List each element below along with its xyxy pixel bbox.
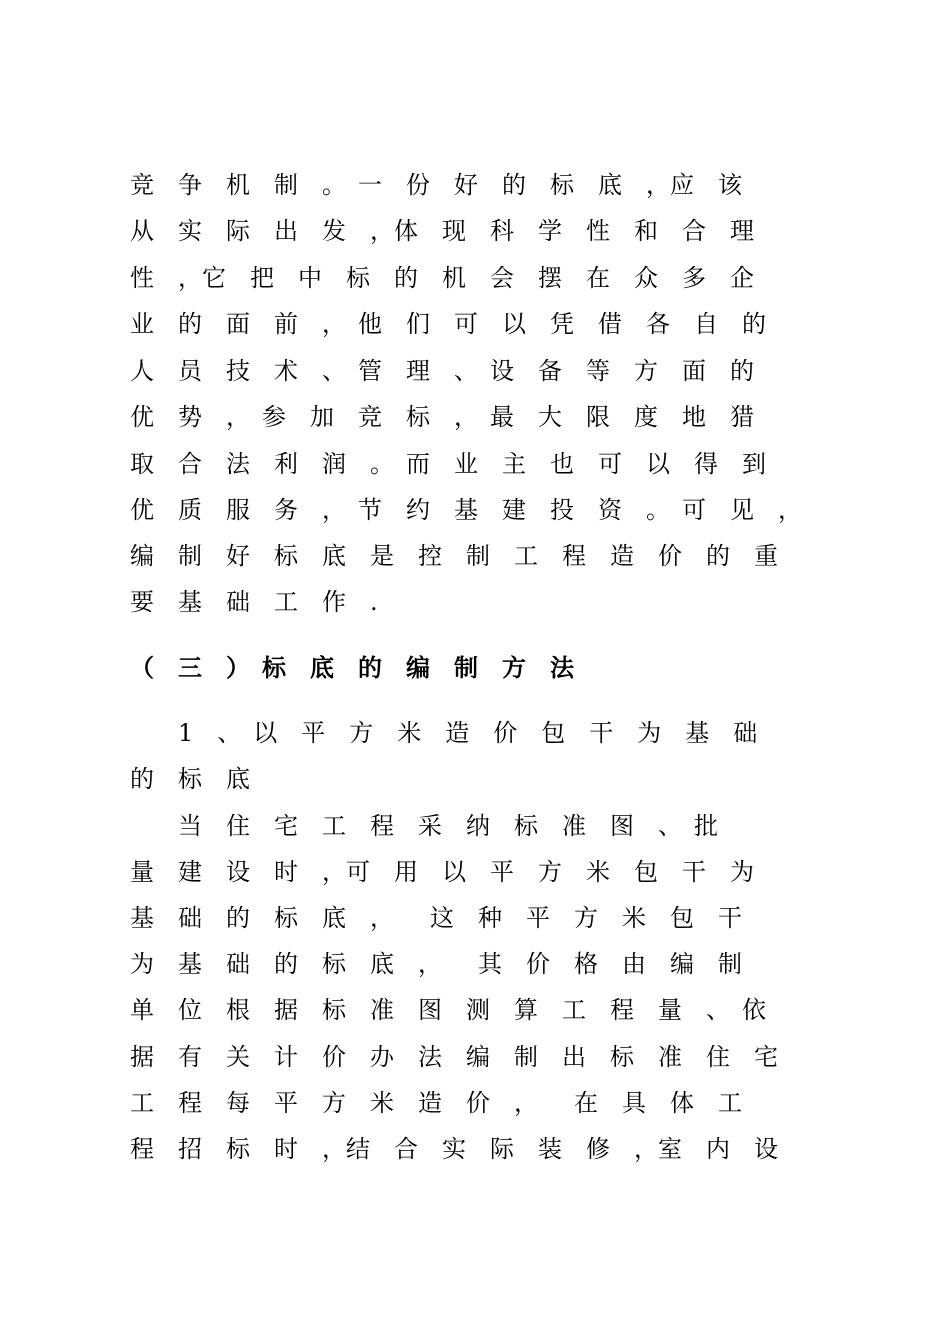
- text-line: 要 基 础 工 作 .: [130, 588, 378, 616]
- paragraph-line: 基 础 的 标 底 ， 这 种 平 方 米 包 干: [130, 904, 742, 932]
- paragraph-line: 量 建 设 时 ，可 用 以 平 方 米 包 干 为: [130, 858, 754, 886]
- paragraph-line: 为 基 础 的 标 底 ， 其 价 格 由 编 制: [130, 950, 742, 978]
- text-line: 取 合 法 利 润 。 而 业 主 也 可 以 得 到: [130, 450, 766, 478]
- text-line: 优 质 服 务 ， 节 约 基 建 投 资 。 可 见 ，: [130, 496, 802, 524]
- text-line: 业 的 面 前 ， 他 们 可 以 凭 借 各 自 的: [130, 310, 766, 338]
- text-line: 人 员 技 术 、 管 理 、 设 备 等 方 面 的: [130, 357, 754, 385]
- paragraph-line: 当 住 宅 工 程 采 纳 标 准 图 、 批: [130, 812, 718, 840]
- text-line: 优 势 ， 参 加 竞 标 ， 最 大 限 度 地 猎: [130, 403, 754, 431]
- text-line: 从 实 际 出 发 ，体 现 科 学 性 和 合 理: [130, 217, 754, 245]
- paragraph-line: 程 招 标 时 ，结 合 实 际 装 修 ，室 内 设: [130, 1135, 778, 1163]
- section-heading: （ 三 ） 标 底 的 编 制 方 法: [130, 653, 574, 682]
- paragraph-line: 据 有 关 计 价 办 法 编 制 出 标 准 住 宅: [130, 1043, 778, 1071]
- text-line: 性 ，它 把 中 标 的 机 会 摆 在 众 多 企: [130, 264, 754, 292]
- paragraph-line: 单 位 根 据 标 准 图 测 算 工 程 量 、 依: [130, 996, 766, 1024]
- subheading-line: 1 、 以 平 方 米 造 价 包 干 为 基 础: [130, 719, 758, 747]
- subheading-line: 的 标 底: [130, 765, 250, 793]
- text-line: 竞 争 机 制 。 一 份 好 的 标 底 ，应 该: [130, 171, 742, 199]
- paragraph-line: 工 程 每 平 方 米 造 价 ， 在 具 体 工: [130, 1089, 742, 1117]
- text-line: 编 制 好 标 底 是 控 制 工 程 造 价 的 重: [130, 542, 778, 570]
